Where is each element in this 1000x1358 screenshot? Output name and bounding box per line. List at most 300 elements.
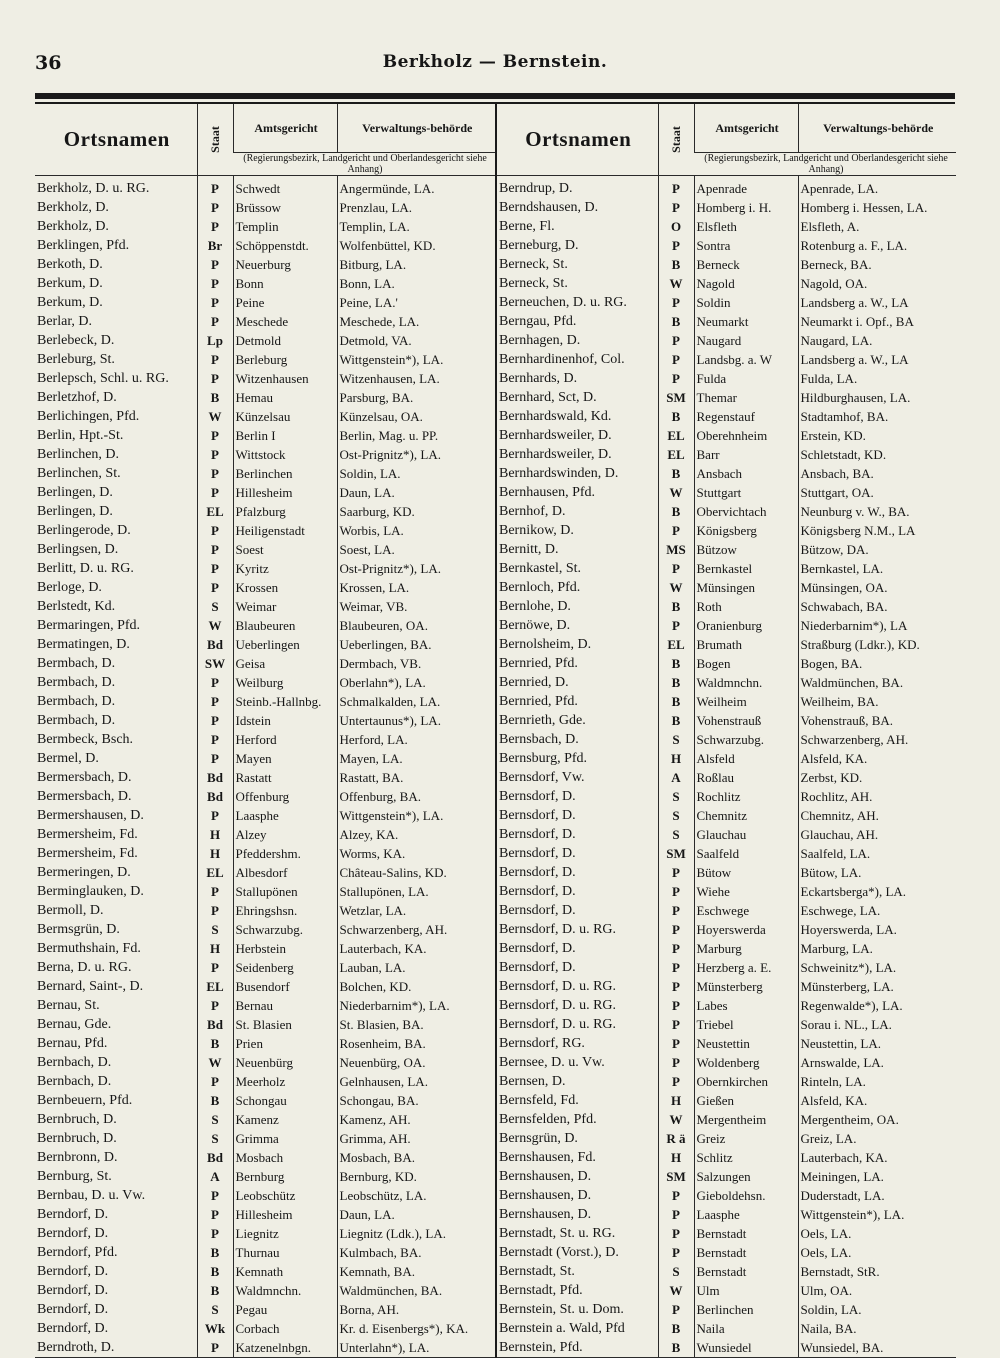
place-name: Bermbeck, Bsch. <box>37 732 134 747</box>
place-name: Bermersbach, D. <box>37 789 132 804</box>
state-code: S <box>197 1129 233 1148</box>
authority: Königsberg N.M., LA <box>798 521 956 540</box>
authority: Bernburg, KD. <box>337 1167 495 1186</box>
place-name: Berndorf, D. <box>37 1321 109 1336</box>
table-row <box>35 1186 495 1205</box>
place-name: Bernsdorf, D. <box>499 903 576 918</box>
state-code: P <box>658 1224 694 1243</box>
table-row <box>496 1300 956 1319</box>
state-code: P <box>197 445 233 464</box>
place-name: Berkholz, D. <box>37 200 109 215</box>
authority: Bernkastel, LA. <box>798 559 956 578</box>
state-code: B <box>197 1281 233 1300</box>
place-name: Bernrieth, Gde. <box>499 713 586 728</box>
court: Schwedt <box>233 176 337 199</box>
authority: Saalfeld, LA. <box>798 844 956 863</box>
place-name: Berneburg, D. <box>499 238 579 253</box>
court: Roßlau <box>694 768 798 787</box>
place-name: Bernbruch, D. <box>37 1131 117 1146</box>
state-code: P <box>658 236 694 255</box>
table-row <box>35 502 495 521</box>
state-code: P <box>197 369 233 388</box>
authority: Mosbach, BA. <box>337 1148 495 1167</box>
state-code: B <box>658 597 694 616</box>
state-code: SM <box>658 388 694 407</box>
authority: Stadtamhof, BA. <box>798 407 956 426</box>
court: Peine <box>233 293 337 312</box>
table-row <box>496 521 956 540</box>
state-code: W <box>658 483 694 502</box>
court: Laasphe <box>694 1205 798 1224</box>
table-row <box>35 1167 495 1186</box>
place-name: Bernsfelden, Pfd. <box>499 1112 597 1127</box>
table-row <box>35 1243 495 1262</box>
court: Alsfeld <box>694 749 798 768</box>
court: Meerholz <box>233 1072 337 1091</box>
table-row <box>35 407 495 426</box>
table-row <box>35 369 495 388</box>
court: Steinb.-Hallnbg. <box>233 692 337 711</box>
verwaltung-header: Verwaltungs-behörde <box>337 104 495 153</box>
authority: Elsfleth, A. <box>798 217 956 236</box>
state-code: B <box>658 312 694 331</box>
authority: Fulda, LA. <box>798 369 956 388</box>
authority: Berneck, BA. <box>798 255 956 274</box>
court: Schwarzubg. <box>694 730 798 749</box>
table-row <box>496 1072 956 1091</box>
authority: Neustettin, LA. <box>798 1034 956 1053</box>
court: Bernburg <box>233 1167 337 1186</box>
table-row <box>496 464 956 483</box>
state-code: Bd <box>197 635 233 654</box>
place-name: Bermel, D. <box>37 751 99 766</box>
court: St. Blasien <box>233 1015 337 1034</box>
place-name: Bernstein, Pfd. <box>496 1338 658 1358</box>
state-code: P <box>658 616 694 635</box>
table-row <box>496 1167 956 1186</box>
place-name: Bernbeuern, Pfd. <box>37 1093 133 1108</box>
authority: Mergentheim, OA. <box>798 1110 956 1129</box>
table-row <box>35 331 495 350</box>
authority: Prenzlau, LA. <box>337 198 495 217</box>
state-code: Lp <box>197 331 233 350</box>
table-row <box>35 1224 495 1243</box>
court: Mosbach <box>233 1148 337 1167</box>
court: Schwarzubg. <box>233 920 337 939</box>
state-code: P <box>658 369 694 388</box>
state-code: EL <box>658 635 694 654</box>
place-name: Bernshausen, D. <box>499 1169 592 1184</box>
court: Ansbach <box>694 464 798 483</box>
table-row <box>496 1338 956 1358</box>
authority: Dermbach, VB. <box>337 654 495 673</box>
table-row <box>496 1034 956 1053</box>
table-row <box>35 1338 495 1358</box>
table-row <box>496 176 956 199</box>
state-code: S <box>658 806 694 825</box>
table-row <box>35 1072 495 1091</box>
court: Wunsiedel <box>694 1338 798 1358</box>
court: Prien <box>233 1034 337 1053</box>
table-row <box>496 806 956 825</box>
court: Bernkastel <box>694 559 798 578</box>
court: Kyritz <box>233 559 337 578</box>
place-name: Berndshausen, D. <box>499 200 599 215</box>
court: Berlinchen <box>233 464 337 483</box>
header-note: (Regierungsbezirk, Landgericht und Oberlandesgericht siehe Anhang) <box>694 153 956 176</box>
court: Detmold <box>233 331 337 350</box>
page-header <box>35 48 955 88</box>
place-name: Bernsdorf, D. <box>499 846 576 861</box>
court: Bonn <box>233 274 337 293</box>
state-code: P <box>658 1186 694 1205</box>
court: Labes <box>694 996 798 1015</box>
place-name: Bernhardswinden, D. <box>499 466 619 481</box>
state-code: P <box>658 958 694 977</box>
table-row <box>35 236 495 255</box>
state-code: P <box>197 559 233 578</box>
state-code: O <box>658 217 694 236</box>
state-code: B <box>658 692 694 711</box>
place-name: Bernried, D. <box>499 675 569 690</box>
table-row <box>496 331 956 350</box>
place-name: Bermatingen, D. <box>37 637 130 652</box>
court: Gieboldehsn. <box>694 1186 798 1205</box>
court: Nagold <box>694 274 798 293</box>
table-row <box>35 939 495 958</box>
place-name: Bernsdorf, D. <box>499 789 576 804</box>
table-row <box>35 445 495 464</box>
court: Laasphe <box>233 806 337 825</box>
place-name: Bernbruch, D. <box>37 1112 117 1127</box>
court: Leobschütz <box>233 1186 337 1205</box>
court: Berneck <box>694 255 798 274</box>
court: Ehringshsn. <box>233 901 337 920</box>
authority: Soldin, LA. <box>337 464 495 483</box>
court: Neumarkt <box>694 312 798 331</box>
court: Rastatt <box>233 768 337 787</box>
table-row <box>496 312 956 331</box>
table-row <box>496 1148 956 1167</box>
place-name: Bernitt, D. <box>499 542 559 557</box>
state-code: S <box>658 787 694 806</box>
table-row <box>35 1262 495 1281</box>
court: Brüssow <box>233 198 337 217</box>
state-code: P <box>197 426 233 445</box>
table-row <box>496 1281 956 1300</box>
place-name: Bernburg, St. <box>37 1169 112 1184</box>
state-code: P <box>658 559 694 578</box>
court: Vohenstrauß <box>694 711 798 730</box>
place-name: Bernsgrün, D. <box>499 1131 578 1146</box>
table-row <box>35 958 495 977</box>
authority: Borna, AH. <box>337 1300 495 1319</box>
place-name: Bermuthshain, Fd. <box>37 941 141 956</box>
table-row <box>35 1319 495 1338</box>
table-row <box>496 730 956 749</box>
table-row <box>496 217 956 236</box>
ortsnamen-header: Ortsnamen <box>496 104 658 176</box>
court: Meschede <box>233 312 337 331</box>
table-row <box>496 293 956 312</box>
place-name: Berndroth, D. <box>35 1338 197 1358</box>
left-index-table <box>35 104 495 1358</box>
place-name: Berletzhof, D. <box>37 390 117 405</box>
court: Neuerburg <box>233 255 337 274</box>
place-name: Bernsdorf, D. <box>499 884 576 899</box>
place-name: Bermbach, D. <box>37 675 116 690</box>
table-row <box>35 882 495 901</box>
court: Oranienburg <box>694 616 798 635</box>
place-name: Berlingerode, D. <box>37 523 131 538</box>
table-row <box>496 426 956 445</box>
amtsgericht-header: Amtsgericht <box>694 104 798 153</box>
authority: Sorau i. NL., LA. <box>798 1015 956 1034</box>
state-code: B <box>658 407 694 426</box>
state-code: S <box>658 825 694 844</box>
place-name: Bernhardsweiler, D. <box>499 447 612 462</box>
place-name: Bernsdorf, D. <box>499 865 576 880</box>
authority: Ost-Prignitz*), LA. <box>337 445 495 464</box>
place-name: Bernbau, D. u. Vw. <box>37 1188 146 1203</box>
state-code: B <box>197 1091 233 1110</box>
state-code: P <box>197 1186 233 1205</box>
court: Bützow <box>694 540 798 559</box>
state-code: H <box>658 1148 694 1167</box>
table-row <box>496 768 956 787</box>
court: Fulda <box>694 369 798 388</box>
place-name: Bermaringen, Pfd. <box>37 618 141 633</box>
authority: Worbis, LA. <box>337 521 495 540</box>
page-title: Berkholz — Bernstein. <box>382 52 608 72</box>
state-code: EL <box>658 445 694 464</box>
state-code: P <box>658 977 694 996</box>
place-name: Bernhardsweiler, D. <box>499 428 612 443</box>
table-row <box>496 1243 956 1262</box>
court: Ueberlingen <box>233 635 337 654</box>
authority: Weimar, VB. <box>337 597 495 616</box>
table-row <box>35 312 495 331</box>
court: Pfalzburg <box>233 502 337 521</box>
court: Albesdorf <box>233 863 337 882</box>
court: Schöppenstdt. <box>233 236 337 255</box>
place-name: Berleburg, St. <box>37 352 115 367</box>
court: Brumath <box>694 635 798 654</box>
authority: Münsterberg, LA. <box>798 977 956 996</box>
place-name: Bermeringen, D. <box>37 865 131 880</box>
authority: Kulmbach, BA. <box>337 1243 495 1262</box>
table-row <box>35 578 495 597</box>
table-row <box>496 787 956 806</box>
court: Templin <box>233 217 337 236</box>
staat-header <box>658 104 694 176</box>
place-name: Bernstein, St. u. Dom. <box>499 1302 624 1317</box>
court: Schlitz <box>694 1148 798 1167</box>
court: Triebel <box>694 1015 798 1034</box>
place-name: Bernhausen, Pfd. <box>499 485 596 500</box>
court: Liegnitz <box>233 1224 337 1243</box>
court: Soest <box>233 540 337 559</box>
authority: Soest, LA. <box>337 540 495 559</box>
table-row <box>35 176 495 199</box>
authority: Zerbst, KD. <box>798 768 956 787</box>
place-name: Berndorf, D. <box>37 1226 109 1241</box>
place-name: Bernbach, D. <box>37 1074 112 1089</box>
place-name: Bermersheim, Fd. <box>37 846 138 861</box>
authority: Naugard, LA. <box>798 331 956 350</box>
state-code: P <box>197 958 233 977</box>
place-name: Bernsen, D. <box>499 1074 566 1089</box>
table-row <box>496 1129 956 1148</box>
place-name: Berkum, D. <box>37 276 103 291</box>
authority: Oberlahn*), LA. <box>337 673 495 692</box>
table-row <box>35 483 495 502</box>
court: Gießen <box>694 1091 798 1110</box>
table-row <box>35 198 495 217</box>
state-code: B <box>658 1338 694 1358</box>
authority: Templin, LA. <box>337 217 495 236</box>
place-name: Bernhards, D. <box>499 371 578 386</box>
authority: Bogen, BA. <box>798 654 956 673</box>
table-row <box>35 635 495 654</box>
state-code: W <box>658 274 694 293</box>
place-name: Berlinchen, D. <box>37 447 120 462</box>
authority: Detmold, VA. <box>337 331 495 350</box>
authority: Erstein, KD. <box>798 426 956 445</box>
authority: Wittgenstein*), LA. <box>337 350 495 369</box>
authority: Duderstadt, LA. <box>798 1186 956 1205</box>
court: Thurnau <box>233 1243 337 1262</box>
place-name: Bernsdorf, D. u. RG. <box>499 979 617 994</box>
table-row <box>35 1148 495 1167</box>
authority: Lauterbach, KA. <box>798 1148 956 1167</box>
state-code: P <box>197 464 233 483</box>
authority: Oels, LA. <box>798 1224 956 1243</box>
place-name: Berndrup, D. <box>499 181 573 196</box>
state-code: P <box>658 350 694 369</box>
authority: Rastatt, BA. <box>337 768 495 787</box>
place-name: Berndorf, Pfd. <box>37 1245 118 1260</box>
court: Themar <box>694 388 798 407</box>
table-row <box>35 274 495 293</box>
place-name: Bernöwe, D. <box>499 618 571 633</box>
right-index-table <box>495 104 956 1358</box>
court: Mayen <box>233 749 337 768</box>
table-row <box>496 597 956 616</box>
header-rule-thick <box>35 93 955 99</box>
place-name: Bernhagen, D. <box>499 333 581 348</box>
table-row <box>496 407 956 426</box>
court: Offenburg <box>233 787 337 806</box>
state-code: S <box>658 730 694 749</box>
authority: Apenrade, LA. <box>798 176 956 199</box>
state-code: P <box>197 1205 233 1224</box>
table-row <box>35 388 495 407</box>
court: Weilheim <box>694 692 798 711</box>
court: Münsterberg <box>694 977 798 996</box>
place-name: Bernsdorf, D. <box>499 941 576 956</box>
state-code: P <box>658 863 694 882</box>
court: Alzey <box>233 825 337 844</box>
court: Sontra <box>694 236 798 255</box>
authority: Nagold, OA. <box>798 274 956 293</box>
authority: Waldmünchen, BA. <box>798 673 956 692</box>
table-row <box>35 293 495 312</box>
court: Oberehnheim <box>694 426 798 445</box>
place-name: Bernsdorf, D. <box>499 960 576 975</box>
court: Hillesheim <box>233 1205 337 1224</box>
state-code: SW <box>197 654 233 673</box>
table-row <box>496 882 956 901</box>
table-row <box>35 616 495 635</box>
place-name: Bernsdorf, D. u. RG. <box>499 1017 617 1032</box>
state-code: P <box>197 1338 233 1358</box>
authority: Untertaunus*), LA. <box>337 711 495 730</box>
state-code: P <box>197 806 233 825</box>
state-code: B <box>658 1319 694 1338</box>
state-code: W <box>658 1110 694 1129</box>
table-row <box>496 388 956 407</box>
table-row <box>35 730 495 749</box>
court: Barr <box>694 445 798 464</box>
state-code: Bd <box>197 1148 233 1167</box>
court: Kemnath <box>233 1262 337 1281</box>
table-row <box>496 616 956 635</box>
court: Glauchau <box>694 825 798 844</box>
place-name: Berna, D. u. RG. <box>37 960 132 975</box>
authority: Worms, KA. <box>337 844 495 863</box>
place-name: Berndorf, D. <box>37 1283 109 1298</box>
place-name: Berneuchen, D. u. RG. <box>499 295 627 310</box>
state-code: H <box>197 844 233 863</box>
table-row <box>35 597 495 616</box>
place-name: Bernsbach, D. <box>499 732 579 747</box>
place-name: Bernried, Pfd. <box>499 694 578 709</box>
state-code: P <box>658 1205 694 1224</box>
table-row <box>35 350 495 369</box>
place-name: Bernstadt, Pfd. <box>499 1283 583 1298</box>
state-code: P <box>658 882 694 901</box>
court: Stuttgart <box>694 483 798 502</box>
court: Berlin I <box>233 426 337 445</box>
table-row <box>35 1205 495 1224</box>
state-code: P <box>197 521 233 540</box>
place-name: Bernsdorf, D. u. RG. <box>499 998 617 1013</box>
authority: Eschwege, LA. <box>798 901 956 920</box>
state-code: H <box>658 1091 694 1110</box>
place-name: Bernhard, Sct, D. <box>499 390 597 405</box>
state-code: P <box>197 176 233 199</box>
table-row <box>496 654 956 673</box>
table-row <box>35 920 495 939</box>
court: Herford <box>233 730 337 749</box>
court: Naugard <box>694 331 798 350</box>
state-code: P <box>658 1243 694 1262</box>
authority: Lauban, LA. <box>337 958 495 977</box>
state-code: P <box>658 1034 694 1053</box>
state-code: P <box>197 198 233 217</box>
court: Pegau <box>233 1300 337 1319</box>
table-row <box>496 540 956 559</box>
authority: Ost-Prignitz*), LA. <box>337 559 495 578</box>
authority: Wunsiedel, BA. <box>798 1338 956 1358</box>
table-row <box>496 825 956 844</box>
state-code: S <box>197 920 233 939</box>
place-name: Berlingsen, D. <box>37 542 119 557</box>
court: Waldmnchn. <box>233 1281 337 1300</box>
state-code: EL <box>197 502 233 521</box>
table-row <box>35 711 495 730</box>
